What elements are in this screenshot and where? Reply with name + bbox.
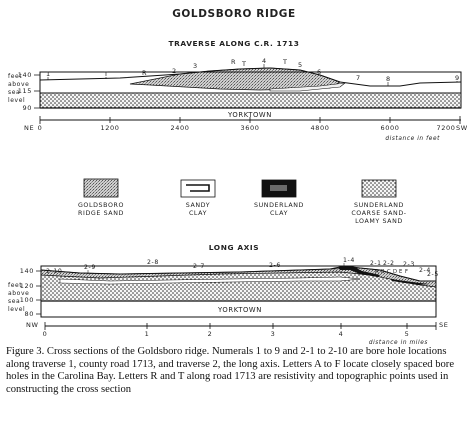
svg-text:6000: 6000 — [380, 124, 400, 132]
svg-text:sea: sea — [8, 298, 21, 305]
svg-text:4800: 4800 — [310, 124, 330, 132]
svg-text:2-8: 2-8 — [147, 259, 159, 266]
svg-text:feet: feet — [8, 282, 23, 289]
figure-caption: Figure 3. Cross sections of the Goldsboro ridge. Numerals 1 to 9 and 2-1 to 2-10 are bore hole locations along traverse 1, county road 1713, and traverse 2, the long axis. Letters A to F locate closely spaced bore holes in the Carolina Bay. Letters R and T along road 1713 are resistivity and topographic points used in constructing the cross section — [6, 346, 455, 395]
svg-text:2: 2 — [207, 330, 213, 338]
svg-text:T: T — [283, 58, 288, 66]
svg-text:1200: 1200 — [100, 124, 120, 132]
svg-text:100: 100 — [19, 296, 34, 304]
svg-text:2-6: 2-6 — [269, 262, 281, 269]
long-axis-distance-label: distance in miles — [368, 340, 428, 345]
long-axis-right-direction: SE — [439, 321, 449, 329]
svg-text:5: 5 — [404, 330, 410, 338]
svg-text:4: 4 — [262, 57, 267, 65]
svg-text:2-5: 2-5 — [427, 271, 439, 278]
svg-text:CLAY: CLAY — [269, 210, 289, 217]
traverse-x-axis — [24, 116, 468, 142]
svg-text:2-10: 2-10 — [46, 268, 63, 275]
legend-sunderland-clay — [254, 180, 304, 217]
svg-text:CLAY: CLAY — [188, 210, 208, 217]
svg-text:3600: 3600 — [240, 124, 260, 132]
traverse-y-ticks — [18, 71, 40, 112]
long-axis-heading: LONG AXIS — [208, 243, 260, 252]
traverse-heading: TRAVERSE ALONG C.R. 1713 — [168, 39, 300, 48]
svg-text:level: level — [8, 306, 26, 313]
svg-text:1: 1 — [144, 330, 150, 338]
svg-text:T: T — [104, 70, 109, 78]
svg-text:2-1: 2-1 — [370, 260, 382, 267]
svg-text:above: above — [8, 290, 30, 297]
svg-text:1: 1 — [46, 70, 51, 78]
long-axis-formation-label: YORKTOWN — [218, 306, 262, 314]
svg-text:D: D — [393, 269, 398, 275]
long-axis-x-axis — [26, 321, 448, 345]
svg-text:RIDGE SAND: RIDGE SAND — [78, 210, 124, 217]
svg-text:120: 120 — [19, 282, 34, 290]
svg-text:COARSE SAND-: COARSE SAND- — [351, 210, 407, 217]
svg-text:3: 3 — [193, 62, 198, 70]
svg-text:2-4: 2-4 — [419, 267, 431, 274]
svg-text:6: 6 — [317, 68, 322, 76]
svg-text:R: R — [142, 69, 148, 77]
svg-text:4: 4 — [338, 330, 344, 338]
svg-text:5: 5 — [298, 61, 303, 69]
svg-text:above: above — [8, 81, 30, 88]
svg-text:T: T — [242, 60, 247, 68]
legend-sandy-clay — [181, 180, 215, 217]
svg-text:2-2: 2-2 — [383, 260, 395, 267]
svg-text:GOLDSBORO: GOLDSBORO — [77, 202, 125, 209]
traverse-distance-label: distance in feet — [385, 136, 440, 142]
svg-text:115: 115 — [17, 87, 32, 95]
svg-text:9: 9 — [455, 74, 460, 82]
svg-text:3: 3 — [270, 330, 276, 338]
svg-text:80: 80 — [24, 310, 34, 318]
svg-text:A: A — [375, 269, 380, 275]
svg-text:LOAMY SAND: LOAMY SAND — [355, 218, 403, 225]
svg-text:2: 2 — [172, 67, 177, 75]
svg-text:level: level — [8, 97, 26, 104]
svg-text:0: 0 — [42, 330, 48, 338]
svg-text:SUNDERLAND: SUNDERLAND — [353, 202, 405, 209]
svg-text:90: 90 — [22, 104, 32, 112]
svg-text:7: 7 — [356, 74, 361, 82]
svg-text:0: 0 — [37, 124, 43, 132]
svg-text:2-9: 2-9 — [84, 264, 96, 271]
svg-text:C: C — [387, 269, 392, 275]
svg-text:7200: 7200 — [436, 124, 456, 132]
svg-text:2400: 2400 — [170, 124, 190, 132]
svg-text:B: B — [381, 269, 386, 275]
svg-text:2-7: 2-7 — [193, 263, 205, 270]
svg-text:SUNDERLAND: SUNDERLAND — [253, 202, 305, 209]
svg-text:8: 8 — [386, 75, 391, 83]
traverse-right-direction: SW — [456, 124, 468, 132]
legend — [78, 179, 407, 225]
legend-goldsboro — [78, 179, 124, 217]
svg-text:E: E — [399, 269, 403, 275]
svg-text:SANDY: SANDY — [185, 202, 211, 209]
svg-text:sea: sea — [8, 89, 21, 96]
svg-text:1-4: 1-4 — [343, 257, 355, 264]
svg-text:feet: feet — [8, 73, 23, 80]
traverse-left-direction: NE — [24, 124, 35, 132]
svg-text:140: 140 — [19, 267, 34, 275]
long-axis-left-direction: NW — [26, 321, 39, 329]
svg-text:140: 140 — [17, 71, 32, 79]
svg-text:R: R — [231, 58, 237, 66]
figure-title: GOLDSBORO RIDGE — [172, 8, 296, 20]
svg-text:2-3: 2-3 — [403, 261, 415, 268]
legend-sunderland-sand — [351, 180, 406, 225]
svg-text:F: F — [405, 269, 409, 275]
traverse-formation-label: YORKTOWN — [228, 111, 272, 119]
